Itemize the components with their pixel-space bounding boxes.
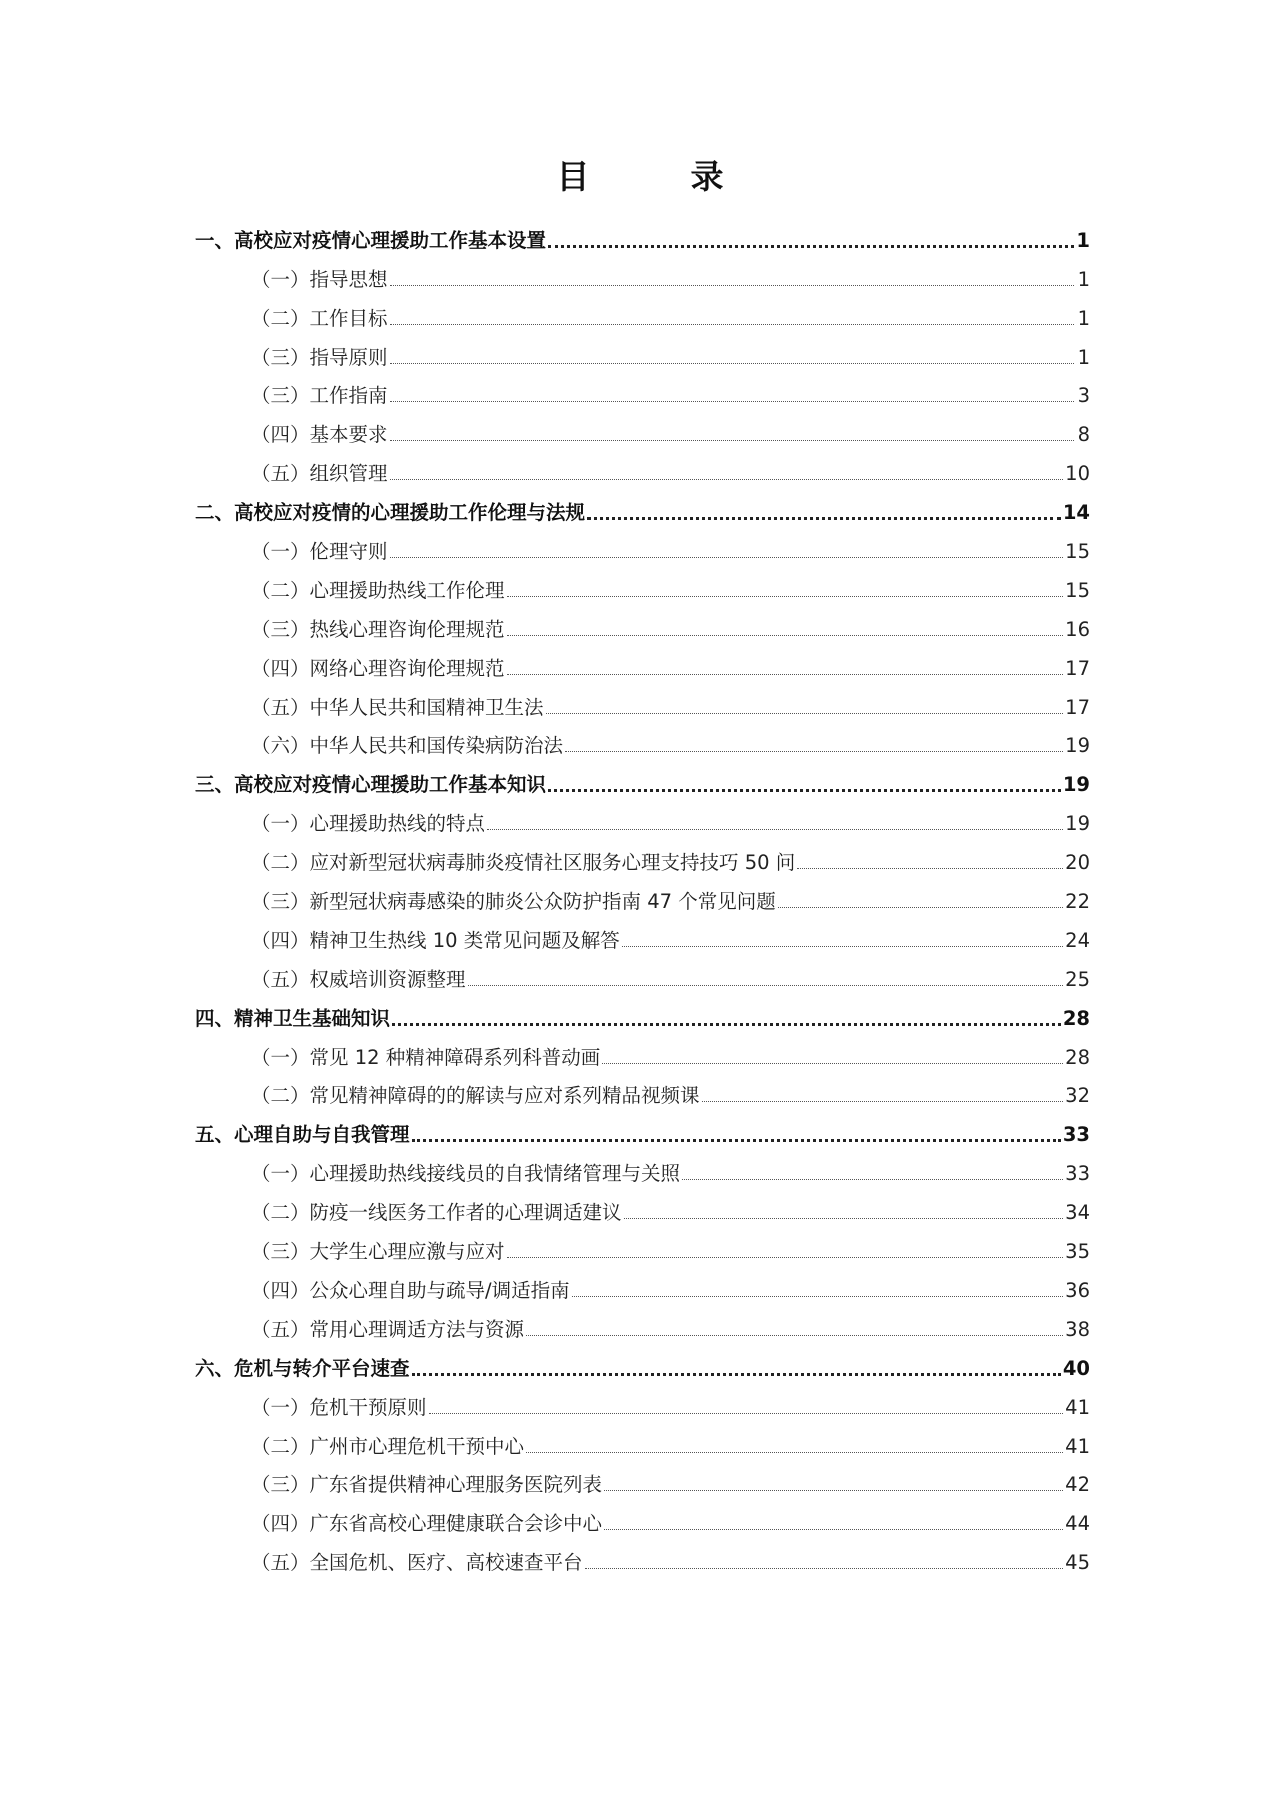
toc-subsection-entry[interactable] [195,299,1090,338]
toc-section-entry[interactable] [195,999,1090,1038]
toc-section-label: 六、危机与转介平台速查 [195,1356,410,1380]
toc-section-entry[interactable] [195,221,1090,260]
toc-subsection-label: （三）大学生心理应激与应对 [251,1240,505,1264]
toc-subsection-entry[interactable] [195,688,1090,727]
dot-leader [390,401,1074,402]
toc-section-entry[interactable] [195,493,1090,532]
toc-subsection-label: （五）全国危机、医疗、高校速查平台 [251,1551,583,1575]
dot-leader [507,596,1064,597]
toc-subsection-label: （一）伦理守则 [251,540,388,564]
dot-leader [390,557,1064,558]
dot-leader [390,440,1074,441]
toc-subsection-entry[interactable] [195,1271,1090,1310]
dot-leader [526,1335,1063,1336]
dot-leader [604,1529,1063,1530]
toc-subsection-entry[interactable] [195,610,1090,649]
toc-section-label: 四、精神卫生基础知识 [195,1006,391,1030]
toc-subsection-entry[interactable] [195,960,1090,999]
toc-subsection-label: （一）指导思想 [251,267,388,291]
toc-subsection-label: （二）工作目标 [251,306,388,330]
dot-leader [468,985,1064,986]
toc-subsection-label: （一）心理援助热线接线员的自我情绪管理与关照 [251,1162,681,1186]
toc-section-label: 二、高校应对疫情的心理援助工作伦理与法规 [195,501,586,525]
toc-subsection-page-number: 10 [1065,462,1090,486]
toc-section-entry[interactable] [195,1115,1090,1154]
toc-subsection-page-number: 36 [1065,1278,1090,1302]
toc-subsection-label: （五）常用心理调适方法与资源 [251,1317,525,1341]
toc-subsection-entry[interactable] [195,921,1090,960]
dot-leader [624,1218,1064,1219]
toc-subsection-entry[interactable] [195,571,1090,610]
toc-section-label: 三、高校应对疫情心理援助工作基本知识 [195,773,547,797]
dot-leader [412,1373,1061,1376]
toc-subsection-label: （四）公众心理自助与疏导/调适指南 [251,1278,570,1302]
dot-leader [390,363,1074,364]
toc-section-entry[interactable] [195,765,1090,804]
toc-subsection-page-number: 22 [1065,890,1090,914]
toc-section-page-number: 19 [1062,773,1090,797]
toc-subsection-entry[interactable] [195,532,1090,571]
toc-subsection-label: （三）广东省提供精神心理服务医院列表 [251,1473,603,1497]
toc-subsection-label: （三）工作指南 [251,384,388,408]
toc-subsection-entry[interactable] [195,1193,1090,1232]
dot-leader [429,1413,1064,1414]
dot-leader [548,245,1074,248]
dot-leader [702,1101,1064,1102]
toc-subsection-page-number: 42 [1065,1473,1090,1497]
toc-subsection-entry[interactable] [195,1466,1090,1505]
toc-section-page-number: 1 [1076,228,1090,252]
toc-subsection-label: （四）广东省高校心理健康联合会诊中心 [251,1512,603,1536]
toc-section-page-number: 14 [1062,501,1090,525]
toc-subsection-entry[interactable] [195,1310,1090,1349]
toc-subsection-label: （五）权威培训资源整理 [251,967,466,991]
toc-subsection-label: （五）组织管理 [251,462,388,486]
toc-subsection-label: （六）中华人民共和国传染病防治法 [251,734,564,758]
toc-subsection-entry[interactable] [195,1154,1090,1193]
dot-leader [602,1063,1063,1064]
dot-leader [778,907,1063,908]
toc-subsection-label: （二）防疫一线医务工作者的心理调适建议 [251,1201,622,1225]
toc-subsection-label: （五）中华人民共和国精神卫生法 [251,695,544,719]
toc-subsection-label: （四）网络心理咨询伦理规范 [251,656,505,680]
toc-subsection-label: （二）广州市心理危机干预中心 [251,1434,525,1458]
toc-subsection-entry[interactable] [195,1543,1090,1582]
toc-subsection-page-number: 19 [1065,734,1090,758]
dot-leader [565,751,1063,752]
toc-section-entry[interactable] [195,1349,1090,1388]
toc-subsection-label: （二）常见精神障碍的的解读与应对系列精品视频课 [251,1084,700,1108]
toc-subsection-page-number: 44 [1065,1512,1090,1536]
toc-subsection-entry[interactable] [195,454,1090,493]
dot-leader [390,479,1064,480]
toc-subsection-entry[interactable] [195,1038,1090,1077]
table-of-contents [195,221,1090,1582]
toc-subsection-page-number: 1 [1077,345,1090,369]
toc-subsection-label: （一）心理援助热线的特点 [251,812,486,836]
toc-section-page-number: 33 [1062,1123,1090,1147]
toc-subsection-entry[interactable] [195,649,1090,688]
toc-subsection-entry[interactable] [195,843,1090,882]
toc-subsection-page-number: 34 [1065,1201,1090,1225]
toc-subsection-page-number: 41 [1065,1434,1090,1458]
toc-section-page-number: 40 [1062,1356,1090,1380]
dot-leader [546,713,1064,714]
dot-leader [682,1179,1063,1180]
toc-subsection-entry[interactable] [195,727,1090,766]
dot-leader [507,1257,1064,1258]
toc-subsection-label: （三）指导原则 [251,345,388,369]
toc-subsection-entry[interactable] [195,338,1090,377]
dot-leader [797,868,1063,869]
toc-subsection-label: （四）基本要求 [251,423,388,447]
toc-subsection-label: （一）危机干预原则 [251,1395,427,1419]
toc-subsection-page-number: 8 [1077,423,1090,447]
toc-subsection-page-number: 1 [1077,306,1090,330]
dot-leader [572,1296,1064,1297]
toc-subsection-page-number: 1 [1077,267,1090,291]
dot-leader [585,1568,1064,1569]
toc-subsection-page-number: 3 [1077,384,1090,408]
toc-subsection-page-number: 45 [1065,1551,1090,1575]
toc-subsection-page-number: 17 [1065,695,1090,719]
toc-subsection-page-number: 32 [1065,1084,1090,1108]
dot-leader [412,1139,1061,1142]
toc-subsection-label: （二）心理援助热线工作伦理 [251,578,505,602]
dot-leader [526,1452,1063,1453]
toc-subsection-label: （二）应对新型冠状病毒肺炎疫情社区服务心理支持技巧 50 问 [251,851,796,875]
dot-leader [622,946,1063,947]
dot-leader [507,674,1064,675]
dot-leader [604,1490,1063,1491]
dot-leader [390,324,1074,325]
toc-subsection-page-number: 28 [1065,1045,1090,1069]
toc-subsection-entry[interactable] [195,882,1090,921]
toc-subsection-page-number: 41 [1065,1395,1090,1419]
toc-subsection-label: （一）常见 12 种精神障碍系列科普动画 [251,1045,601,1069]
toc-subsection-page-number: 25 [1065,967,1090,991]
toc-subsection-entry[interactable] [195,415,1090,454]
toc-section-page-number: 28 [1062,1006,1090,1030]
dot-leader [587,517,1061,520]
toc-subsection-entry[interactable] [195,804,1090,843]
toc-subsection-entry[interactable] [195,377,1090,416]
dot-leader [392,1023,1061,1026]
toc-subsection-entry[interactable] [195,1388,1090,1427]
toc-subsection-label: （四）精神卫生热线 10 类常见问题及解答 [251,928,620,952]
toc-subsection-page-number: 19 [1065,812,1090,836]
toc-section-label: 五、心理自助与自我管理 [195,1123,410,1147]
toc-subsection-page-number: 38 [1065,1317,1090,1341]
dot-leader [548,789,1061,792]
toc-subsection-label: （三）新型冠状病毒感染的肺炎公众防护指南 47 个常见问题 [251,890,776,914]
toc-subsection-entry[interactable] [195,1427,1090,1466]
toc-subsection-page-number: 15 [1065,578,1090,602]
toc-subsection-page-number: 35 [1065,1240,1090,1264]
toc-subsection-entry[interactable] [195,260,1090,299]
toc-subsection-page-number: 24 [1065,928,1090,952]
toc-subsection-label: （三）热线心理咨询伦理规范 [251,617,505,641]
dot-leader [487,829,1063,830]
toc-section-label: 一、高校应对疫情心理援助工作基本设置 [195,228,547,252]
toc-subsection-page-number: 33 [1065,1162,1090,1186]
toc-subsection-entry[interactable] [195,1504,1090,1543]
toc-subsection-entry[interactable] [195,1077,1090,1116]
toc-subsection-page-number: 20 [1065,851,1090,875]
toc-subsection-entry[interactable] [195,1232,1090,1271]
toc-subsection-page-number: 16 [1065,617,1090,641]
dot-leader [390,285,1074,286]
toc-subsection-page-number: 17 [1065,656,1090,680]
toc-subsection-page-number: 15 [1065,540,1090,564]
page-title: 目 录 [556,157,758,196]
dot-leader [507,635,1064,636]
